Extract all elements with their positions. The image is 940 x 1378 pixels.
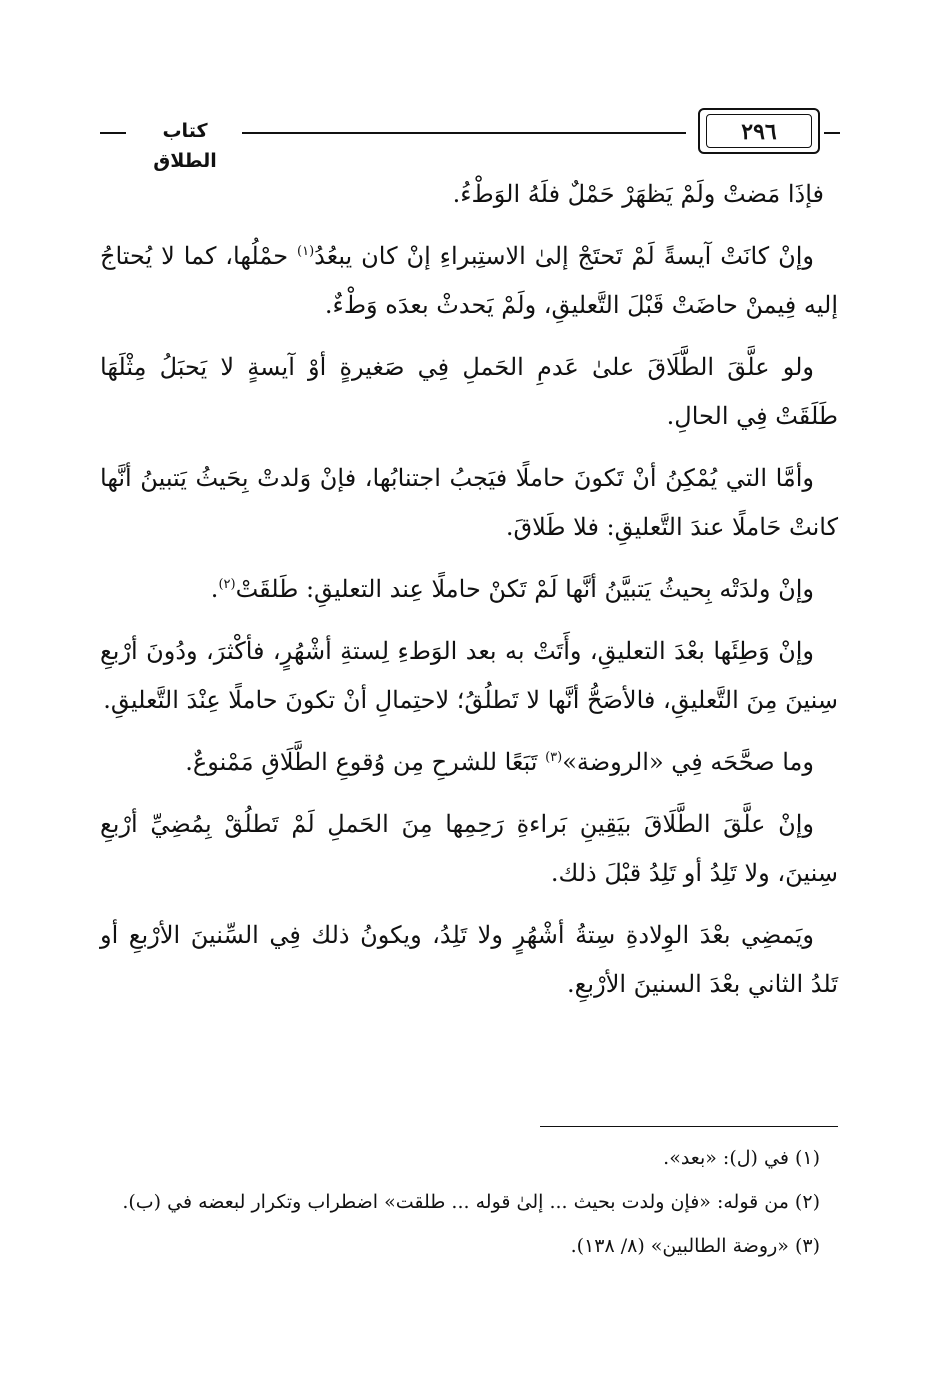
page-number: ٢٩٦ [706,114,812,148]
page-number-frame [698,108,820,154]
paragraph: فإذَا مَضتْ ولَمْ يَظهَرْ حَمْلٌ فلَهُ الوَطْءُ. [452,180,824,208]
footnote: (٣) «روضة الطالبين» (٨/ ١٣٨). [570,1235,820,1257]
footnote-separator [540,1126,838,1127]
paragraph: ولو علَّقَ الطَّلَاقَ علىٰ عَدمِ الحَملِ فِي صَغيرةٍ أوْ آيسةٍ لا يَحبَلُ مِثْلَهَا طَلَقَتْ فِي الحالِ. [100,353,838,430]
paragraph: وإنْ وَطِئَها بعْدَ التعليقِ، وأَتَتْ به بعد الوَطءِ لِستةِ أشْهُرٍ، فأكْثرَ، ودُونَ أرْبعِ سِنينَ مِنَ التَّعليقِ، فالأصَحُّ أنَّها لا تَطلُقُ؛ لاحتِمالِ أنْ تكونَ حاملًا عِنْدَ التَّعليقِ. [100,637,838,714]
footnote-ref: (٣) [545,750,563,765]
footnote-ref: (٢) [218,577,236,592]
paragraph: وإنْ ولدَتْه بِحيثُ يَتبيَّنُ أنَّها لَمْ تَكنْ حاملًا عِند التعليقِ: طَلقَتْ$^{(٢)}$. [210,575,814,603]
paragraph: وإنْ علَّقَ الطَّلَاقَ بيَقِينِ بَراءةِ رَحِمِها مِنَ الحَملِ لَمْ تَطلُقْ بِمُضِيِّ أرْبعِ سِنينَ، ولا تَلِدُ أو تَلِدُ قبْلَ ذلك. [100,810,838,887]
paragraph: ويَمضِي بعْدَ الوِلادةِ سِتةُ أشْهُرٍ ولا تَلِدُ، ويكونُ ذلك فِي السِّنينَ الأرْبعِ أو تَلدُ الثاني بعْدَ السنينَ الأرْبعِ. [100,921,838,998]
footnote-ref: (١) [297,244,315,259]
footnote: (٢) من قوله: «فإن ولدت بحيث ... إلىٰ قوله ... طلقت» اضطراب وتكرار لبعضه في (ب). [122,1191,820,1213]
paragraph: وأمَّا التي يُمْكِنُ أنْ تَكونَ حاملًا فيَجبُ اجتنابُها، فإنْ وَلدتْ بِحَيثُ يَتبينُ أنَّها كانتْ حَاملًا عندَ التَّعليقِ: فلا طَلاقَ. [100,464,838,541]
header-rule-right [824,132,840,134]
page-header [100,108,838,172]
header-rule-middle [242,132,686,134]
main-text [100,170,838,1022]
footnote: (١) في (ل): «بعد». [663,1147,820,1169]
paragraph: وإنْ كانَتْ آيسةً لَمْ تَحتَجْ إلىٰ الاستِبراءِ إنْ كان يبعُدُ$^{(١)}$ حمْلُها، كما لا يُحتاجُ إليه فِيمنْ حاضَتْ قَبْلَ التَّعليقِ، ولَمْ يَحدثْ بعدَه وَطْءٌ. [100,242,838,319]
paragraph: وما صحَّحَه فِي «الروضة»$^{(٣)}$ تَبَعًا للشرحِ مِن وُقوعِ الطَّلَاقِ مَمْنوعٌ. [185,748,814,776]
footnotes [100,1138,838,1270]
book-title: كتاب الطلاق [153,120,217,172]
header-rule-left [100,132,126,134]
